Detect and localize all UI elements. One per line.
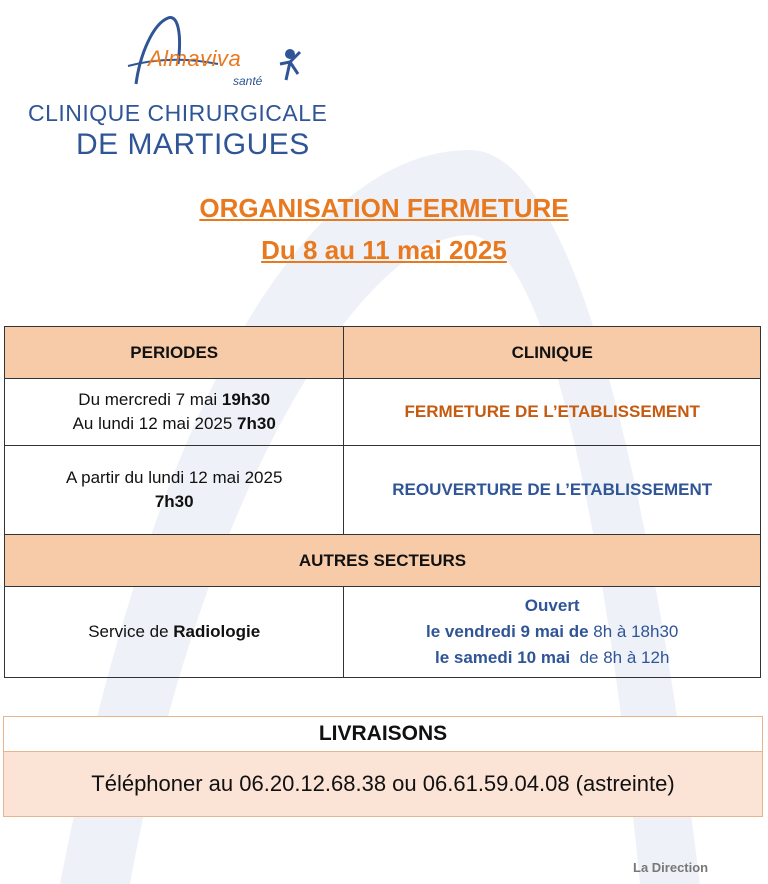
- livraisons-title: LIVRAISONS: [4, 717, 762, 752]
- saturday-hours: de 8h à 12h: [570, 648, 670, 667]
- table-row: [5, 379, 761, 446]
- logo-brand: Almaviva: [148, 46, 242, 71]
- friday-hours: 8h à 18h30: [588, 622, 679, 641]
- friday-label: le vendredi 9 mai de: [426, 622, 589, 641]
- table-row: [5, 587, 761, 678]
- service-name: Radiologie: [173, 622, 261, 641]
- status-closure: FERMETURE DE L’ETABLISSEMENT: [344, 379, 761, 446]
- saturday-label: le samedi 10 mai: [435, 648, 571, 667]
- page-title: ORGANISATION FERMETURE: [199, 193, 569, 223]
- clinic-logo: [28, 14, 328, 164]
- service-cell: [5, 587, 344, 678]
- closure-schedule-table: [4, 326, 761, 678]
- service-prefix: Service de: [88, 622, 174, 641]
- period-start-text: Du mercredi 7 mai: [78, 390, 222, 409]
- page-subtitle-dates: Du 8 au 11 mai 2025: [261, 235, 507, 265]
- status-reopening: REOUVERTURE DE L’ETABLISSEMENT: [344, 446, 761, 535]
- period-cell: [5, 379, 344, 446]
- table-row: [5, 446, 761, 535]
- reopen-date-text: A partir du lundi 12 mai 2025: [65, 468, 283, 487]
- logo-sante: santé: [233, 74, 263, 88]
- table-section-row: [5, 535, 761, 587]
- livraisons-phone-text: Téléphoner au 06.20.12.68.38 ou 06.61.59.04.08 (astreinte): [4, 752, 762, 816]
- logo-location: DE MARTIGUES: [76, 128, 310, 161]
- period-cell: [5, 446, 344, 535]
- logo-clinic-name: CLINIQUE CHIRURGICALE: [28, 100, 328, 126]
- period-end-text: Au lundi 12 mai 2025: [72, 414, 238, 433]
- service-open-label: Ouvert: [524, 596, 580, 615]
- signature: La Direction: [633, 860, 709, 875]
- section-autres-secteurs: AUTRES SECTEURS: [5, 535, 761, 587]
- service-hours-cell: [344, 587, 761, 678]
- livraisons-box: [3, 716, 763, 817]
- period-start-time: 19h30: [221, 390, 271, 409]
- header-periodes: PERIODES: [5, 327, 344, 379]
- table-header-row: [5, 327, 761, 379]
- reopen-time: 7h30: [154, 492, 194, 511]
- period-end-time: 7h30: [237, 414, 276, 433]
- header-clinique: CLINIQUE: [344, 327, 761, 379]
